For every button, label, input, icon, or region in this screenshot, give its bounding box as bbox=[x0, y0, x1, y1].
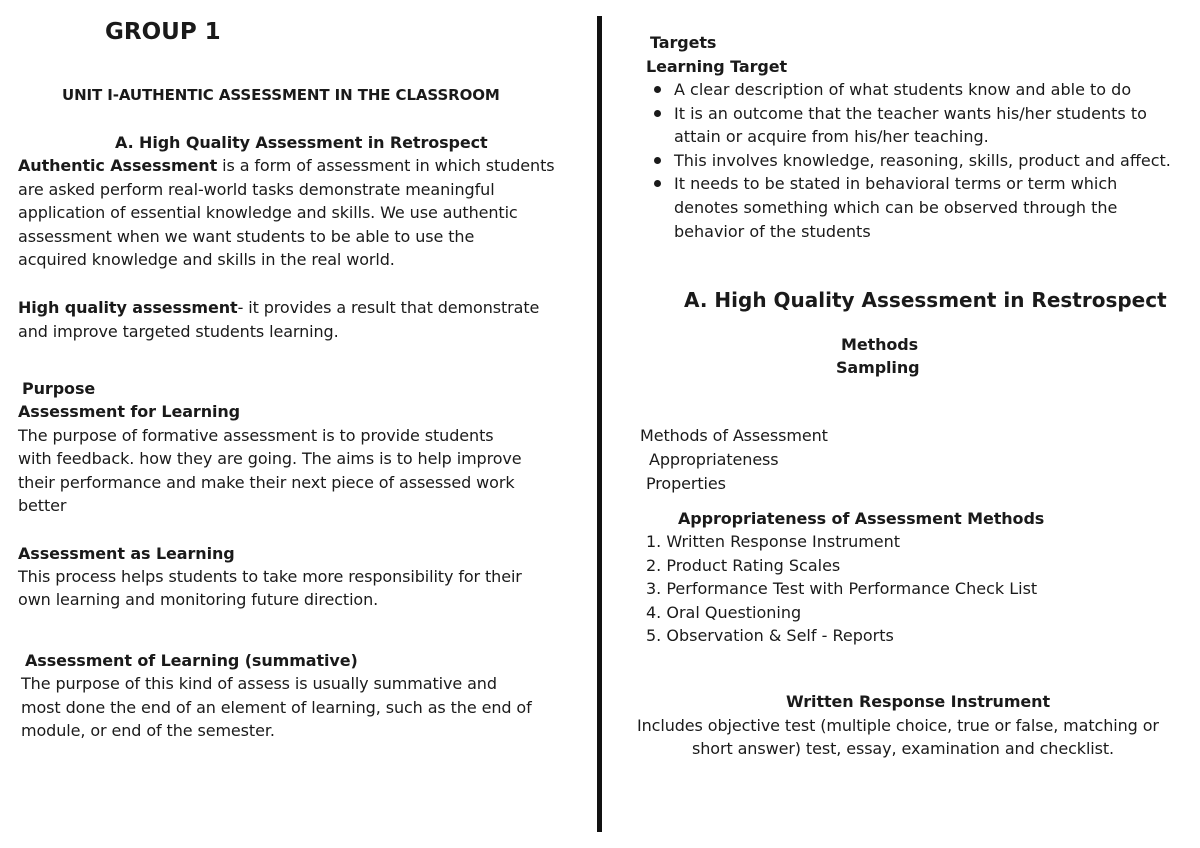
targets-heading: Targets bbox=[650, 33, 717, 52]
of-learning-line-2: most done the end of an element of learning, such as the end of bbox=[21, 698, 532, 717]
bullet-dot-icon bbox=[654, 110, 661, 117]
right-section-title: A. High Quality Assessment in Restrospect bbox=[684, 288, 1167, 312]
authentic-term: Authentic Assessment bbox=[18, 156, 218, 175]
as-learning-line-2: own learning and monitoring future direction. bbox=[18, 590, 379, 609]
bullet-text: This involves knowledge, reasoning, skills, product and affect. bbox=[674, 150, 1171, 170]
for-learning-line-2: with feedback. how they are going. The aims is to help improve bbox=[18, 449, 522, 468]
high-quality-line-1 bbox=[18, 296, 539, 320]
list-item: 1. Written Response Instrument bbox=[646, 532, 901, 551]
bullet-text: attain or acquire from his/her teaching. bbox=[674, 127, 989, 147]
high-quality-line-2: and improve targeted students learning. bbox=[18, 322, 339, 341]
written-response-line-1: Includes objective test (multiple choice, true or false, matching or bbox=[637, 716, 1159, 735]
list-item-continuation bbox=[652, 125, 1171, 149]
of-learning-heading: Assessment of Learning (summative) bbox=[25, 651, 358, 670]
authentic-text-1: is a form of assessment in which students bbox=[217, 156, 555, 175]
left-section-title: A. High Quality Assessment in Retrospect bbox=[115, 133, 488, 152]
methods-of-assessment: Methods of Assessment bbox=[640, 426, 828, 445]
as-learning-line-1: This process helps students to take more responsibility for their bbox=[18, 567, 522, 586]
bullet-dot-icon bbox=[654, 180, 661, 187]
for-learning-line-4: better bbox=[18, 496, 67, 515]
list-item: 2. Product Rating Scales bbox=[646, 555, 841, 575]
list-item bbox=[652, 102, 1171, 126]
bullet-text: It is an outcome that the teacher wants his/her students to bbox=[674, 103, 1147, 123]
properties: Properties bbox=[646, 474, 726, 493]
learning-target-list bbox=[652, 78, 1171, 243]
bullet-dot-icon bbox=[654, 157, 661, 164]
authentic-line-5: acquired knowledge and skills in the real world. bbox=[18, 250, 395, 269]
authentic-line-3: application of essential knowledge and skills. We use authentic bbox=[18, 203, 518, 222]
list-item: 4. Oral Questioning bbox=[646, 602, 802, 622]
methods-heading: Methods bbox=[841, 335, 919, 354]
sampling-heading: Sampling bbox=[836, 358, 920, 377]
appropriateness: Appropriateness bbox=[649, 450, 779, 469]
list-item bbox=[652, 78, 1171, 102]
for-learning-heading: Assessment for Learning bbox=[18, 402, 241, 421]
bullet-text: It needs to be stated in behavioral terms or term which bbox=[674, 174, 1118, 194]
authentic-line-2: are asked perform real-world tasks demonstrate meaningful bbox=[18, 180, 495, 199]
authentic-line-4: assessment when we want students to be able to use the bbox=[18, 227, 475, 246]
for-learning-line-3: their performance and make their next piece of assessed work bbox=[18, 473, 515, 492]
assessment-methods-list bbox=[646, 530, 1037, 648]
appropriateness-heading: Appropriateness of Assessment Methods bbox=[678, 509, 1045, 528]
list-item-continuation bbox=[652, 196, 1171, 220]
list-item-continuation bbox=[652, 220, 1171, 244]
bullet-dot-icon bbox=[654, 86, 661, 93]
list-item: 3. Performance Test with Performance Check List bbox=[646, 579, 1038, 599]
high-quality-term: High quality assessment bbox=[18, 298, 238, 317]
written-response-line-2: short answer) test, essay, examination and checklist. bbox=[692, 739, 1115, 758]
of-learning-line-3: module, or end of the semester. bbox=[21, 721, 275, 740]
group-title: GROUP 1 bbox=[105, 19, 221, 45]
authentic-line-1 bbox=[18, 154, 554, 178]
bullet-text: denotes something which can be observed through the bbox=[674, 197, 1118, 217]
purpose-heading: Purpose bbox=[22, 379, 96, 398]
unit-title: UNIT I-AUTHENTIC ASSESSMENT IN THE CLASSROOM bbox=[62, 86, 500, 104]
written-response-heading: Written Response Instrument bbox=[786, 692, 1050, 711]
list-item: 5. Observation & Self - Reports bbox=[646, 626, 894, 646]
for-learning-line-1: The purpose of formative assessment is to provide students bbox=[18, 426, 494, 445]
bullet-text: A clear description of what students know and able to do bbox=[674, 80, 1132, 99]
learning-target-heading: Learning Target bbox=[646, 57, 788, 76]
high-quality-text-1: - it provides a result that demonstrate bbox=[237, 298, 540, 317]
list-item bbox=[652, 172, 1171, 196]
column-divider bbox=[597, 16, 602, 832]
list-item bbox=[652, 149, 1171, 173]
as-learning-heading: Assessment as Learning bbox=[18, 544, 235, 563]
bullet-text: behavior of the students bbox=[674, 221, 871, 241]
of-learning-line-1: The purpose of this kind of assess is usually summative and bbox=[21, 674, 497, 693]
